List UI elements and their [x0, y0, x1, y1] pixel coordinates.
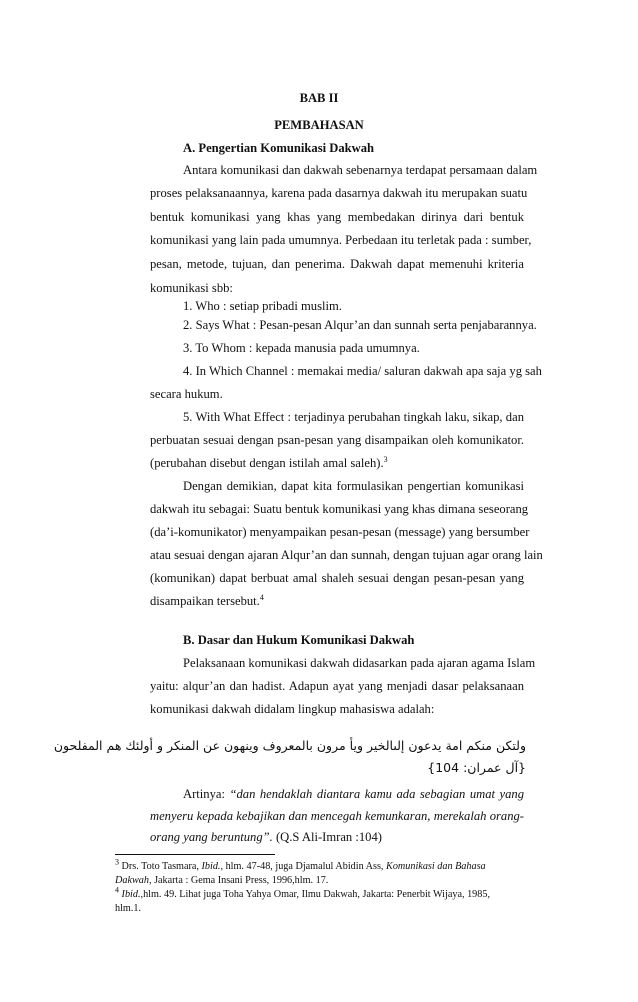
paragraph-line: Pelaksanaan komunikasi dakwah didasarkan pada ajaran agama Islam — [183, 656, 536, 670]
paragraph-line: bentuk komunikasi yang khas yang membedakan dirinya dari bentuk — [150, 210, 524, 224]
list-item: 3. To Whom : kepada manusia pada umumnya. — [183, 341, 420, 355]
footnote-divider — [115, 854, 275, 855]
section-b-heading: B. Dasar dan Hukum Komunikasi Dakwah — [183, 633, 415, 647]
paragraph-line: komunikasi dakwah didalam lingkup mahasiswa adalah: — [150, 702, 435, 716]
translation-line: menyeru kepada kebajikan dan mencegah kemunkaran, merekalah orang- — [150, 809, 524, 823]
arabic-verse: ولتكن منكم امة يدعون إلىالخير ويأ مرون بالمعروف وينهون عن المنكر و أولئك هم المفلحون — [53, 738, 526, 753]
footnote-3: $^3$ Drs. Toto Tasmara, Ibid., hlm. 47-48, juga Djamalul Abidin Ass, Komunikasi dan Bahasa Dakwah, Jakarta : Gema Insani Press, 1996,hlm. 17. — [115, 857, 486, 886]
translation-line: Artinya: “dan hendaklah diantara kamu ada sebagian umat yang — [183, 787, 524, 801]
list-item: (perubahan disebut dengan istilah amal saleh).$^3$ — [150, 454, 388, 470]
paragraph-line: proses pelaksanaannya, karena pada dasarnya dakwah itu merupakan suatu — [150, 186, 528, 200]
translation-line: orang yang beruntung”. (Q.S Ali-Imran :104) — [150, 830, 382, 844]
paragraph-line: dakwah itu sebagai: Suatu bentuk komunikasi yang khas dimana seseorang — [150, 502, 529, 516]
paragraph-line: komunikasi sbb: — [150, 281, 233, 295]
paragraph-line: disampaikan tersebut.$^4$ — [150, 592, 264, 608]
paragraph-line: pesan, metode, tujuan, dan penerima. Dakwah dapat memenuhi kriteria — [150, 257, 524, 271]
chapter-label: BAB II — [299, 91, 339, 105]
list-item: secara hukum. — [150, 387, 223, 401]
list-item: 5. With What Effect : terjadinya perubahan tingkah laku, sikap, dan — [183, 410, 524, 424]
paragraph-line: komunikasi yang lain pada umumnya. Perbedaan itu terletak pada : sumber, — [150, 233, 532, 247]
paragraph-line: (da’i-komunikator) menyampaikan pesan-pesan (message) yang bersumber — [150, 525, 530, 539]
paragraph-line: Dengan demikian, dapat kita formulasikan pengertian komunikasi — [183, 479, 524, 493]
list-item: 1. Who : setiap pribadi muslim. — [183, 299, 342, 313]
list-item: 2. Says What : Pesan-pesan Alqur’an dan sunnah serta penjabarannya. — [183, 318, 537, 332]
paragraph-line: yaitu: alqur’an dan hadist. Adapun ayat yang menjadi dasar pelaksanaan — [150, 679, 524, 693]
footnote-ref: 4 — [259, 592, 264, 602]
list-item: 4. In Which Channel : memakai media/ saluran dakwah apa saja yg sah — [183, 364, 542, 378]
paragraph-line: Antara komunikasi dan dakwah sebenarnya terdapat persamaan dalam — [183, 163, 538, 177]
footnote-ref: 3 — [383, 454, 388, 464]
section-a-heading: A. Pengertian Komunikasi Dakwah — [183, 141, 375, 155]
paragraph-line: atau sesuai dengan ajaran Alqur’an dan sunnah, dengan tujuan agar orang lain — [150, 548, 543, 562]
arabic-verse-ref: {آل عمران: 104} — [427, 760, 526, 775]
paragraph-line: (komunikan) dapat berbuat amal shaleh sesuai dengan pesan-pesan yang — [150, 571, 524, 585]
chapter-title: PEMBAHASAN — [274, 118, 364, 132]
list-item: perbuatan sesuai dengan psan-pesan yang disampaikan oleh komunikator. — [150, 433, 524, 447]
footnote-4: $^4$ Ibid.,hlm. 49. Lihat juga Toha Yahya Omar, Ilmu Dakwah, Jakarta: Penerbit Wijaya, 1985, hlm.1. — [115, 885, 491, 914]
